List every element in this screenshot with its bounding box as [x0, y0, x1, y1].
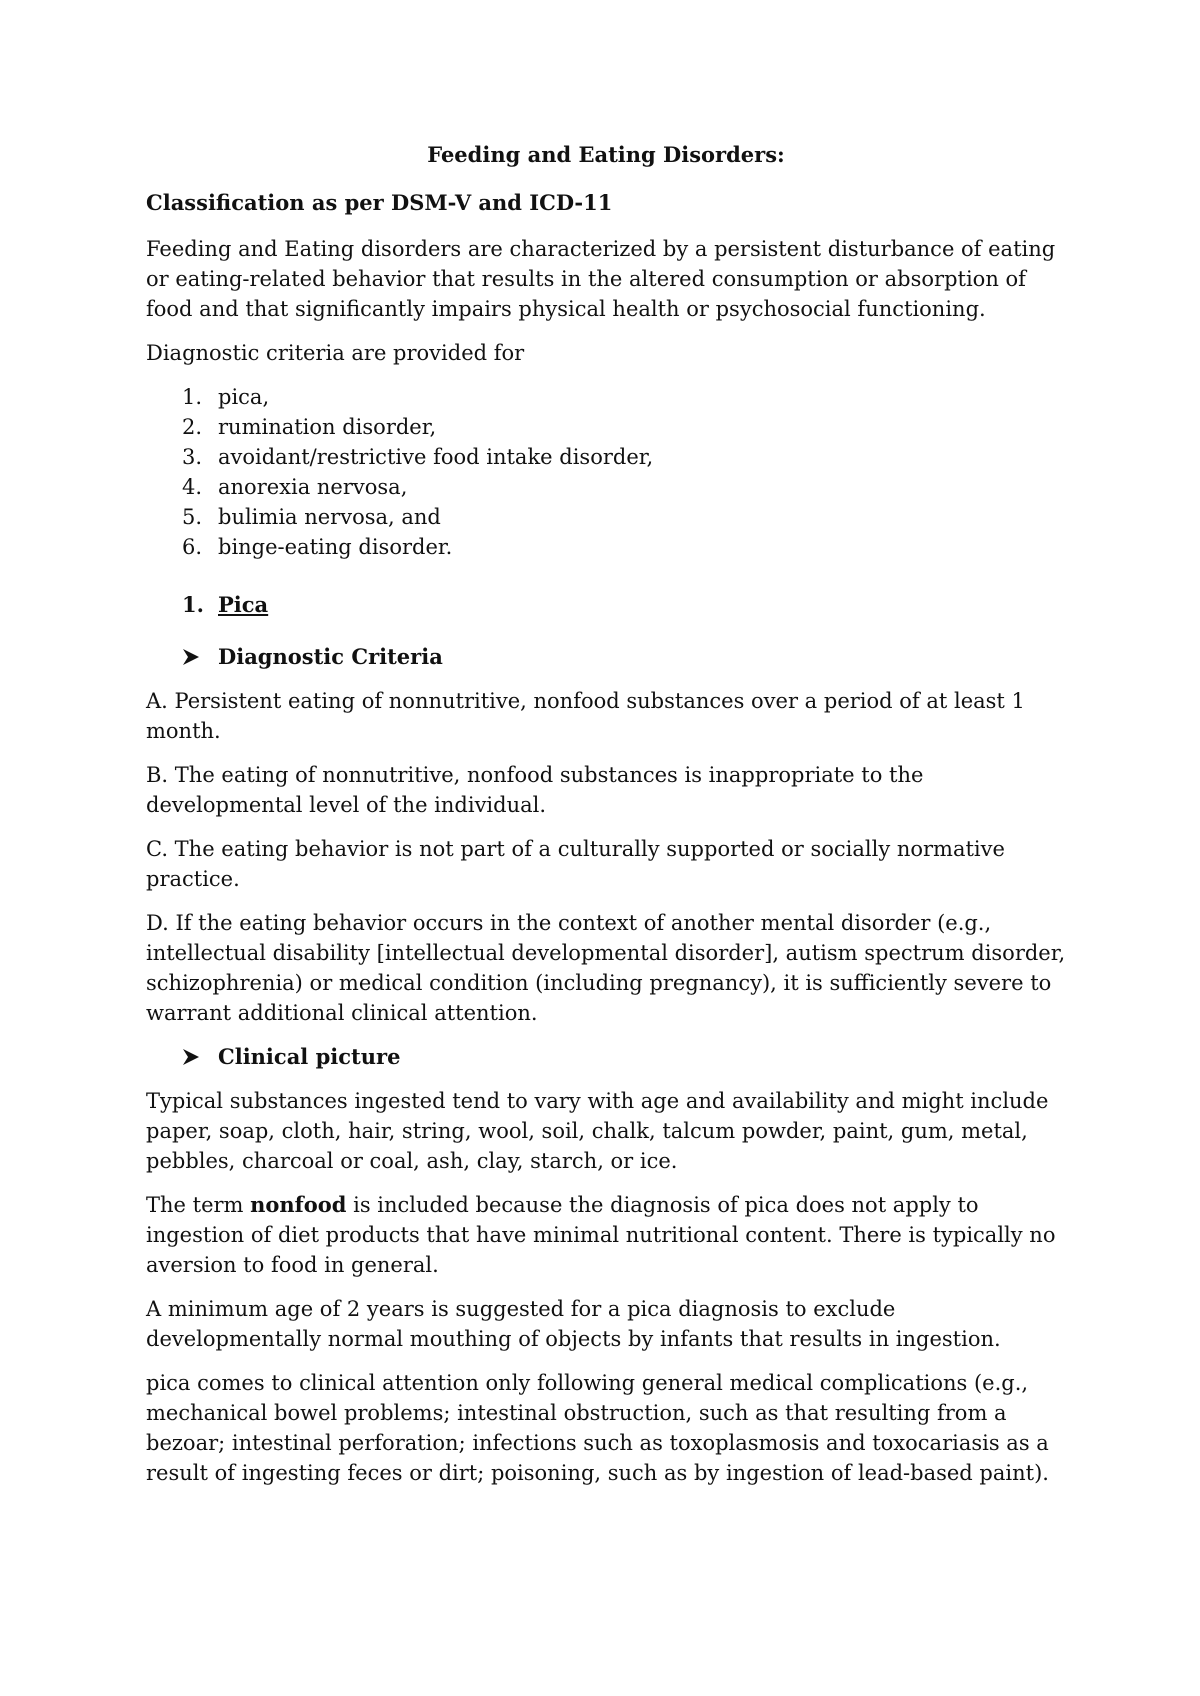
list-label: binge-eating disorder.: [218, 535, 453, 559]
criterion-a: A. Persistent eating of nonnutritive, nonfood substances over a period of at least 1 month.: [146, 689, 1025, 743]
list-item: [182, 472, 1066, 502]
section-heading-pica: [182, 590, 1066, 620]
document-subtitle: Classification as per DSM-V and ICD-11: [146, 190, 613, 215]
intro-paragraph: Feeding and Eating disorders are characterized by a persistent disturbance of eating or eating-related behavior that results in the altered consumption or absorption of food and that significantly impairs physical health or psychosocial functioning.: [146, 237, 1056, 321]
criterion-d: D. If the eating behavior occurs in the context of another mental disorder (e.g., intellectual disability [intellectual developmental disorder], autism spectrum disorder, schizophrenia) or medical condition (including pregnancy), it is sufficiently severe to warrant additional clinical attention.: [146, 911, 1066, 1025]
clinical-paragraph-complications: pica comes to clinical attention only following general medical complications (e.g., mechanical bowel problems; intestinal obstruction, such as that resulting from a bezoar; intestinal perforation; infections such as toxoplasmosis and toxocariasis as a result of ingesting feces or dirt; poisoning, such as by ingestion of lead-based paint).: [146, 1371, 1049, 1485]
clinical-picture-heading: [182, 1042, 1066, 1072]
list-number: 5.: [182, 505, 203, 529]
list-label: anorexia nervosa,: [218, 475, 408, 499]
list-label: pica,: [218, 385, 270, 409]
list-item: [182, 532, 1066, 562]
list-item: [182, 412, 1066, 442]
list-label: rumination disorder,: [218, 415, 437, 439]
list-number: 6.: [182, 535, 203, 559]
criterion-c: C. The eating behavior is not part of a culturally supported or socially normative practice.: [146, 837, 1005, 891]
document-page: [146, 140, 1066, 1502]
nonfood-text-after: is included because the diagnosis of pica does not apply to ingestion of diet products that have minimal nutritional content. There is typically no aversion to food in general.: [146, 1193, 1056, 1277]
list-item: [182, 382, 1066, 412]
list-label: avoidant/restrictive food intake disorder,: [218, 445, 654, 469]
list-label: bulimia nervosa, and: [218, 505, 441, 529]
arrowhead-bullet-icon: [182, 1049, 200, 1065]
list-number: 1.: [182, 385, 203, 409]
list-number: 4.: [182, 475, 203, 499]
diagnostic-criteria-heading: [182, 642, 1066, 672]
list-item: [182, 442, 1066, 472]
disorder-list: [146, 382, 1066, 562]
arrowhead-bullet-icon: [182, 649, 200, 665]
section-label: Pica: [218, 592, 269, 617]
list-item: [182, 502, 1066, 532]
section-number: 1.: [182, 592, 204, 617]
clinical-paragraph-nonfood: [146, 1190, 1066, 1280]
criteria-intro: Diagnostic criteria are provided for: [146, 341, 525, 365]
document-title: Feeding and Eating Disorders:: [427, 142, 785, 167]
criterion-b: B. The eating of nonnutritive, nonfood substances is inappropriate to the developmental level of the individual.: [146, 763, 924, 817]
nonfood-term: nonfood: [250, 1192, 347, 1217]
clinical-paragraph-substances: Typical substances ingested tend to vary with age and availability and might include paper, soap, cloth, hair, string, wool, soil, chalk, talcum powder, paint, gum, metal, pebbles, charcoal or coal, ash, clay, starch, or ice.: [146, 1089, 1049, 1173]
diagnostic-criteria-label: Diagnostic Criteria: [218, 644, 443, 669]
list-number: 2.: [182, 415, 203, 439]
list-number: 3.: [182, 445, 203, 469]
clinical-paragraph-age: A minimum age of 2 years is suggested for a pica diagnosis to exclude developmentally normal mouthing of objects by infants that results in ingestion.: [146, 1297, 1001, 1351]
clinical-picture-label: Clinical picture: [218, 1044, 401, 1069]
nonfood-text-before: The term: [146, 1193, 251, 1217]
